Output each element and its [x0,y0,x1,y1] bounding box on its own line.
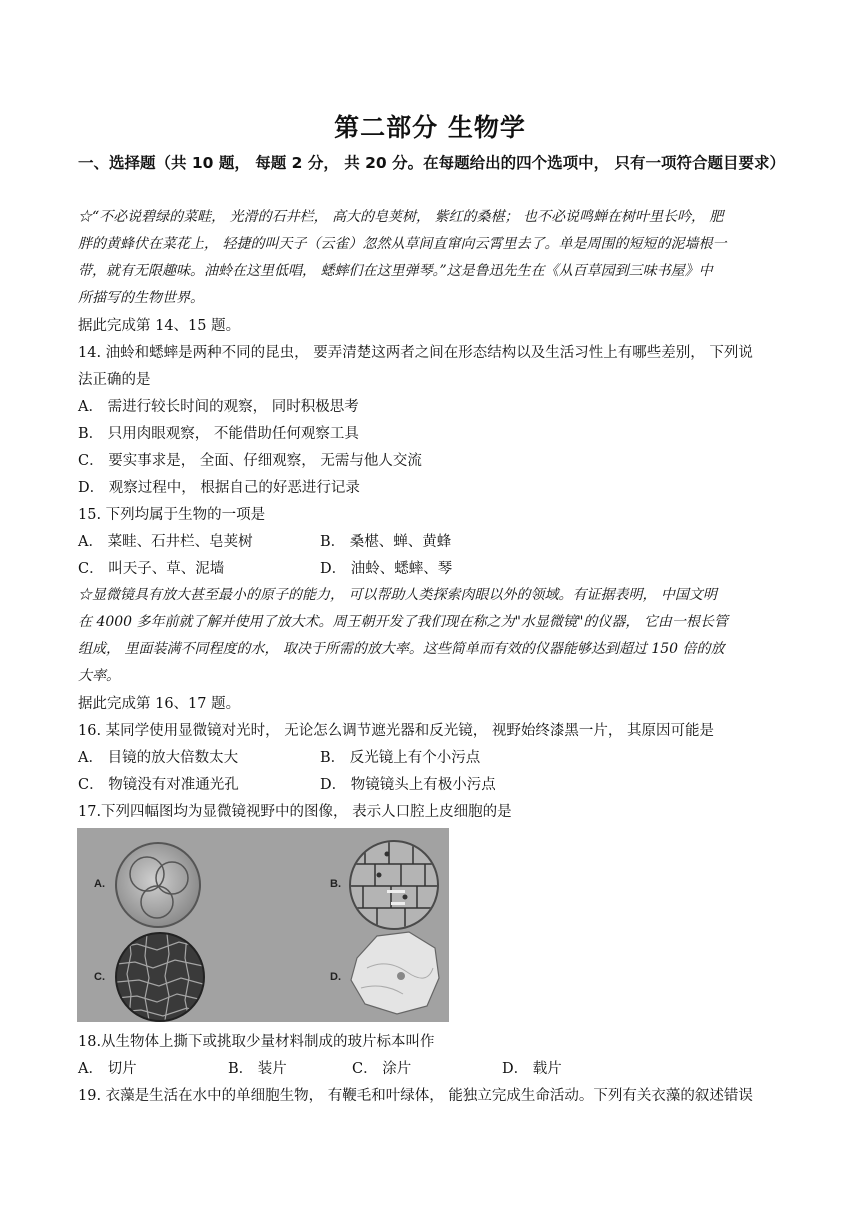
microscope-view-d [347,928,443,1016]
passage2-line: 组成， 里面装满不同程度的水， 取决于所需的放大率。这些简单而有效的仪器能够达到超过 150 倍的放 [78,641,725,657]
question-19-stem: 19. 衣藻是生活在水中的单细胞生物， 有鞭毛和叶绿体， 能独立完成生命活动。下列有关衣藻的叙述错误 [78,1088,753,1104]
question-18-stem: 18.从生物体上撕下或挑取少量材料制成的玻片标本叫作 [78,1034,435,1050]
question-14-stem: 法正确的是 [78,372,151,388]
option-18-a: A． 切片 [78,1061,137,1077]
cell-network-icon [117,934,203,1020]
option-18-c: C． 涂片 [352,1061,412,1077]
microscope-view-c [115,932,205,1022]
option-15-d: D． 油蛉、蟋蟀、琴 [320,561,453,577]
passage2-line: ☆显微镜具有放大甚至最小的原子的能力， 可以帮助人类探索肉眼以外的领域。有证据表明， 中国文明 [78,587,717,603]
round-cells-icon [117,844,199,926]
figure-label-d: D. [330,971,341,983]
option-16-a: A． 目镜的放大倍数太大 [78,750,239,766]
option-16-d: D． 物镜镜头上有极小污点 [320,777,496,793]
option-14-a: A． 需进行较长时间的观察， 同时积极思考 [78,399,359,415]
option-18-b: B． 装片 [228,1061,287,1077]
passage1-line: 带，就有无限趣味。油蛉在这里低唱， 蟋蟀们在这里弹琴。”这是鲁迅先生在《从百草园到三味书屋》中 [78,263,713,279]
figure-label-b: B. [330,878,341,890]
option-14-d: D． 观察过程中， 根据自己的好恶进行记录 [78,480,360,496]
passage2-line: 大率。 [78,668,120,684]
epithelial-cell-icon [347,928,443,1016]
passage1-line: ☆“不必说碧绿的菜畦， 光滑的石井栏， 高大的皂荚树， 紫红的桑椹； 也不必说鸣蝉在树叶里长吟， 肥 [78,209,724,225]
passage2-line: 在 4000 多年前就了解并使用了放大术。周王朝开发了我们现在称之为"水显微镜"的仪器， 它由一根长管 [78,614,728,630]
figure-label-c: C. [94,971,105,983]
question-14-stem: 14. 油蛉和蟋蟀是两种不同的昆虫， 要弄清楚这两者之间在形态结构以及生活习性上有哪些差别， 下列说 [78,345,753,361]
section-heading: 一、选择题（共 10 题， 每题 2 分， 共 20 分。在每题给出的四个选项中， 只有一项符合题目要求） [78,154,785,172]
option-15-a: A． 菜畦、石井栏、皂荚树 [78,534,253,550]
passage1-line: 胖的黄蜂伏在菜花上， 轻捷的叫天子（云雀）忽然从草间直窜向云霄里去了。单是周围的短短的泥墙根一 [78,236,727,252]
microscope-view-a [115,842,201,928]
option-16-c: C． 物镜没有对准通光孔 [78,777,239,793]
question-17-stem: 17.下列四幅图均为显微镜视野中的图像， 表示人口腔上皮细胞的是 [78,804,512,820]
option-15-b: B． 桑椹、蝉、黄蜂 [320,534,452,550]
passage1-line: 所描写的生物世界。 [78,290,204,306]
option-18-d: D． 载片 [502,1061,562,1077]
figure-label-a: A. [94,878,105,890]
question-15-stem: 15. 下列均属于生物的一项是 [78,507,266,523]
option-16-b: B． 反光镜上有个小污点 [320,750,481,766]
page-title: 第二部分 生物学 [334,113,526,142]
question-16-stem: 16. 某同学使用显微镜对光时， 无论怎么调节遮光器和反光镜， 视野始终漆黑一片， 其原因可能是 [78,723,714,739]
onion-cells-icon [351,842,437,928]
option-14-c: C． 要实事求是， 全面、仔细观察， 无需与他人交流 [78,453,422,469]
option-14-b: B． 只用肉眼观察， 不能借助任何观察工具 [78,426,359,442]
microscope-figure [77,828,449,1022]
option-15-c: C． 叫天子、草、泥墙 [78,561,225,577]
instruction: 据此完成第 16、17 题。 [78,696,241,712]
instruction: 据此完成第 14、15 题。 [78,318,241,334]
microscope-view-b [349,840,439,930]
